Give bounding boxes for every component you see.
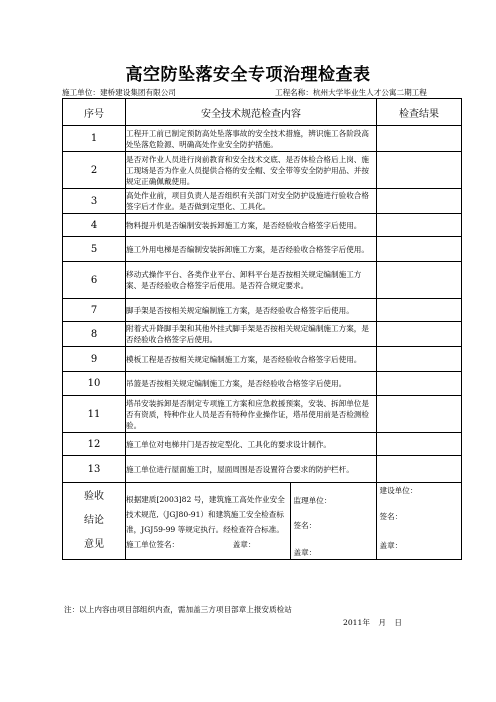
row-number: 5 bbox=[63, 237, 126, 262]
row-number: 6 bbox=[63, 262, 126, 299]
acceptance-row bbox=[63, 483, 462, 560]
supervision-cell bbox=[290, 483, 376, 559]
row-result[interactable] bbox=[377, 189, 462, 214]
row-number: 9 bbox=[63, 347, 126, 372]
builder-seal: 盖章： bbox=[379, 541, 403, 550]
table-row bbox=[63, 372, 462, 396]
project-name: 工程名称：杭州大学毕业生人才公寓二期工程 bbox=[275, 88, 427, 97]
row-content: 移动式操作平台、各类作业平台、卸料平台是否按相关规定编制施工方案、是否经验收合格签字后使用。是否符合规定要求。 bbox=[126, 262, 377, 299]
supervision-sign: 签名： bbox=[293, 521, 317, 530]
row-result[interactable] bbox=[377, 372, 462, 396]
row-result[interactable] bbox=[377, 396, 462, 433]
row-content: 模板工程是否按相关规定编制施工方案，是否经验收合格签字后使用。 bbox=[126, 347, 377, 372]
builder-unit: 建设单位： bbox=[379, 486, 418, 495]
supervision-seal: 盖章： bbox=[293, 548, 317, 557]
footer-date: 2011年 月 日 bbox=[343, 618, 402, 627]
row-content: 施工外用电梯是否编制安装拆卸施工方案，是否经验收合格签字后使用。 bbox=[126, 237, 377, 262]
row-result[interactable] bbox=[377, 299, 462, 322]
table-row bbox=[63, 322, 462, 347]
row-content: 施工单位对电梯井门是否按定型化、工具化的要求设计制作。 bbox=[126, 433, 377, 456]
row-result[interactable] bbox=[377, 126, 462, 152]
table-row bbox=[63, 126, 462, 152]
table-row bbox=[63, 396, 462, 433]
row-result[interactable] bbox=[377, 433, 462, 456]
row-result[interactable] bbox=[377, 237, 462, 262]
row-content: 高处作业前，项目负责人是否组织有关部门对安全防护设施进行验收合格签字后才作业。是否做到定型化、工具化。 bbox=[126, 189, 377, 214]
builder-cell bbox=[376, 483, 461, 559]
row-result[interactable] bbox=[377, 347, 462, 372]
row-content: 施工单位进行屋面施工时，屋面周围是否设置符合要求的防护栏杆。 bbox=[126, 456, 377, 483]
row-result[interactable] bbox=[377, 214, 462, 237]
row-number: 3 bbox=[63, 189, 126, 214]
table-row bbox=[63, 433, 462, 456]
inspection-table bbox=[62, 98, 462, 560]
row-number: 11 bbox=[63, 396, 126, 433]
row-number: 13 bbox=[63, 456, 126, 483]
table-row bbox=[63, 299, 462, 322]
header-content: 安全技术规范检查内容 bbox=[126, 99, 377, 126]
table-row bbox=[63, 262, 462, 299]
row-result[interactable] bbox=[377, 262, 462, 299]
row-content: 塔吊安装拆卸是否制定专项施工方案和应急救援预案，安装、拆卸单位是否有资质，特种作业人员是否有特种作业操作证，塔吊使用前是否检测检验。 bbox=[126, 396, 377, 433]
builder-sign: 签名： bbox=[379, 512, 403, 521]
table-row bbox=[63, 347, 462, 372]
supervision-unit: 监理单位： bbox=[293, 496, 332, 505]
row-result[interactable] bbox=[377, 322, 462, 347]
table-row bbox=[63, 152, 462, 189]
acceptance-label: 验收结论意见 bbox=[63, 483, 126, 560]
row-content: 脚手架是否按相关规定编制施工方案，是否经验收合格签字后使用。 bbox=[126, 299, 377, 322]
row-content: 附着式升降脚手架和其他外挂式脚手架是否按相关规定编制施工方案，是否经验收合格签字后使用。 bbox=[126, 322, 377, 347]
row-number: 12 bbox=[63, 433, 126, 456]
row-number: 2 bbox=[63, 152, 126, 189]
row-number: 1 bbox=[63, 126, 126, 152]
construction-seal: 盖章： bbox=[232, 540, 256, 549]
page-title: 高空防坠落安全专项治理检查表 bbox=[125, 65, 371, 85]
row-number: 10 bbox=[63, 372, 126, 396]
row-content: 物料提升机是否编制安装拆卸施工方案，是否经验收合格签字后使用。 bbox=[126, 214, 377, 237]
row-number: 8 bbox=[63, 322, 126, 347]
row-result[interactable] bbox=[377, 152, 462, 189]
row-content: 是否对作业人员进行岗前教育和安全技术交底、是否体检合格后上岗、施工现场是否为作业人员提供合格的安全帽、安全带等安全防护用品、并按规定正确佩戴使用。 bbox=[126, 152, 377, 189]
table-row bbox=[63, 456, 462, 483]
header-result: 检查结果 bbox=[377, 99, 462, 126]
row-number: 7 bbox=[63, 299, 126, 322]
construction-unit: 施工单位：建桥建设集团有限公司 bbox=[62, 88, 176, 97]
footer-note: 注：以上内容由项目部组织内查，需加盖三方项目部章上报安质检站 bbox=[64, 605, 292, 614]
row-content: 工程开工前已制定预防高处坠落事故的安全技术措施，辨识施工各阶段高处坠落危险源、明确高处作业安全防护措施。 bbox=[126, 126, 377, 152]
row-number: 4 bbox=[63, 214, 126, 237]
table-row bbox=[63, 214, 462, 237]
table-row bbox=[63, 189, 462, 214]
acceptance-basis: 根据建质[2003]82 号，建筑施工高处作业安全技术规范,（JGJ80-91）和建筑施工安全检查标准，JGJ59-99 等规定执行。经检查符合标准。 施工单位签名： 盖章： bbox=[126, 483, 290, 559]
construction-sign: 施工单位签名： bbox=[126, 540, 180, 549]
table-row bbox=[63, 237, 462, 262]
header-seq: 序号 bbox=[63, 99, 126, 126]
table-header-row bbox=[63, 99, 462, 126]
row-result[interactable] bbox=[377, 456, 462, 483]
row-content: 吊篮是否按相关规定编制施工方案，是否经验收合格签字后使用。 bbox=[126, 372, 377, 396]
